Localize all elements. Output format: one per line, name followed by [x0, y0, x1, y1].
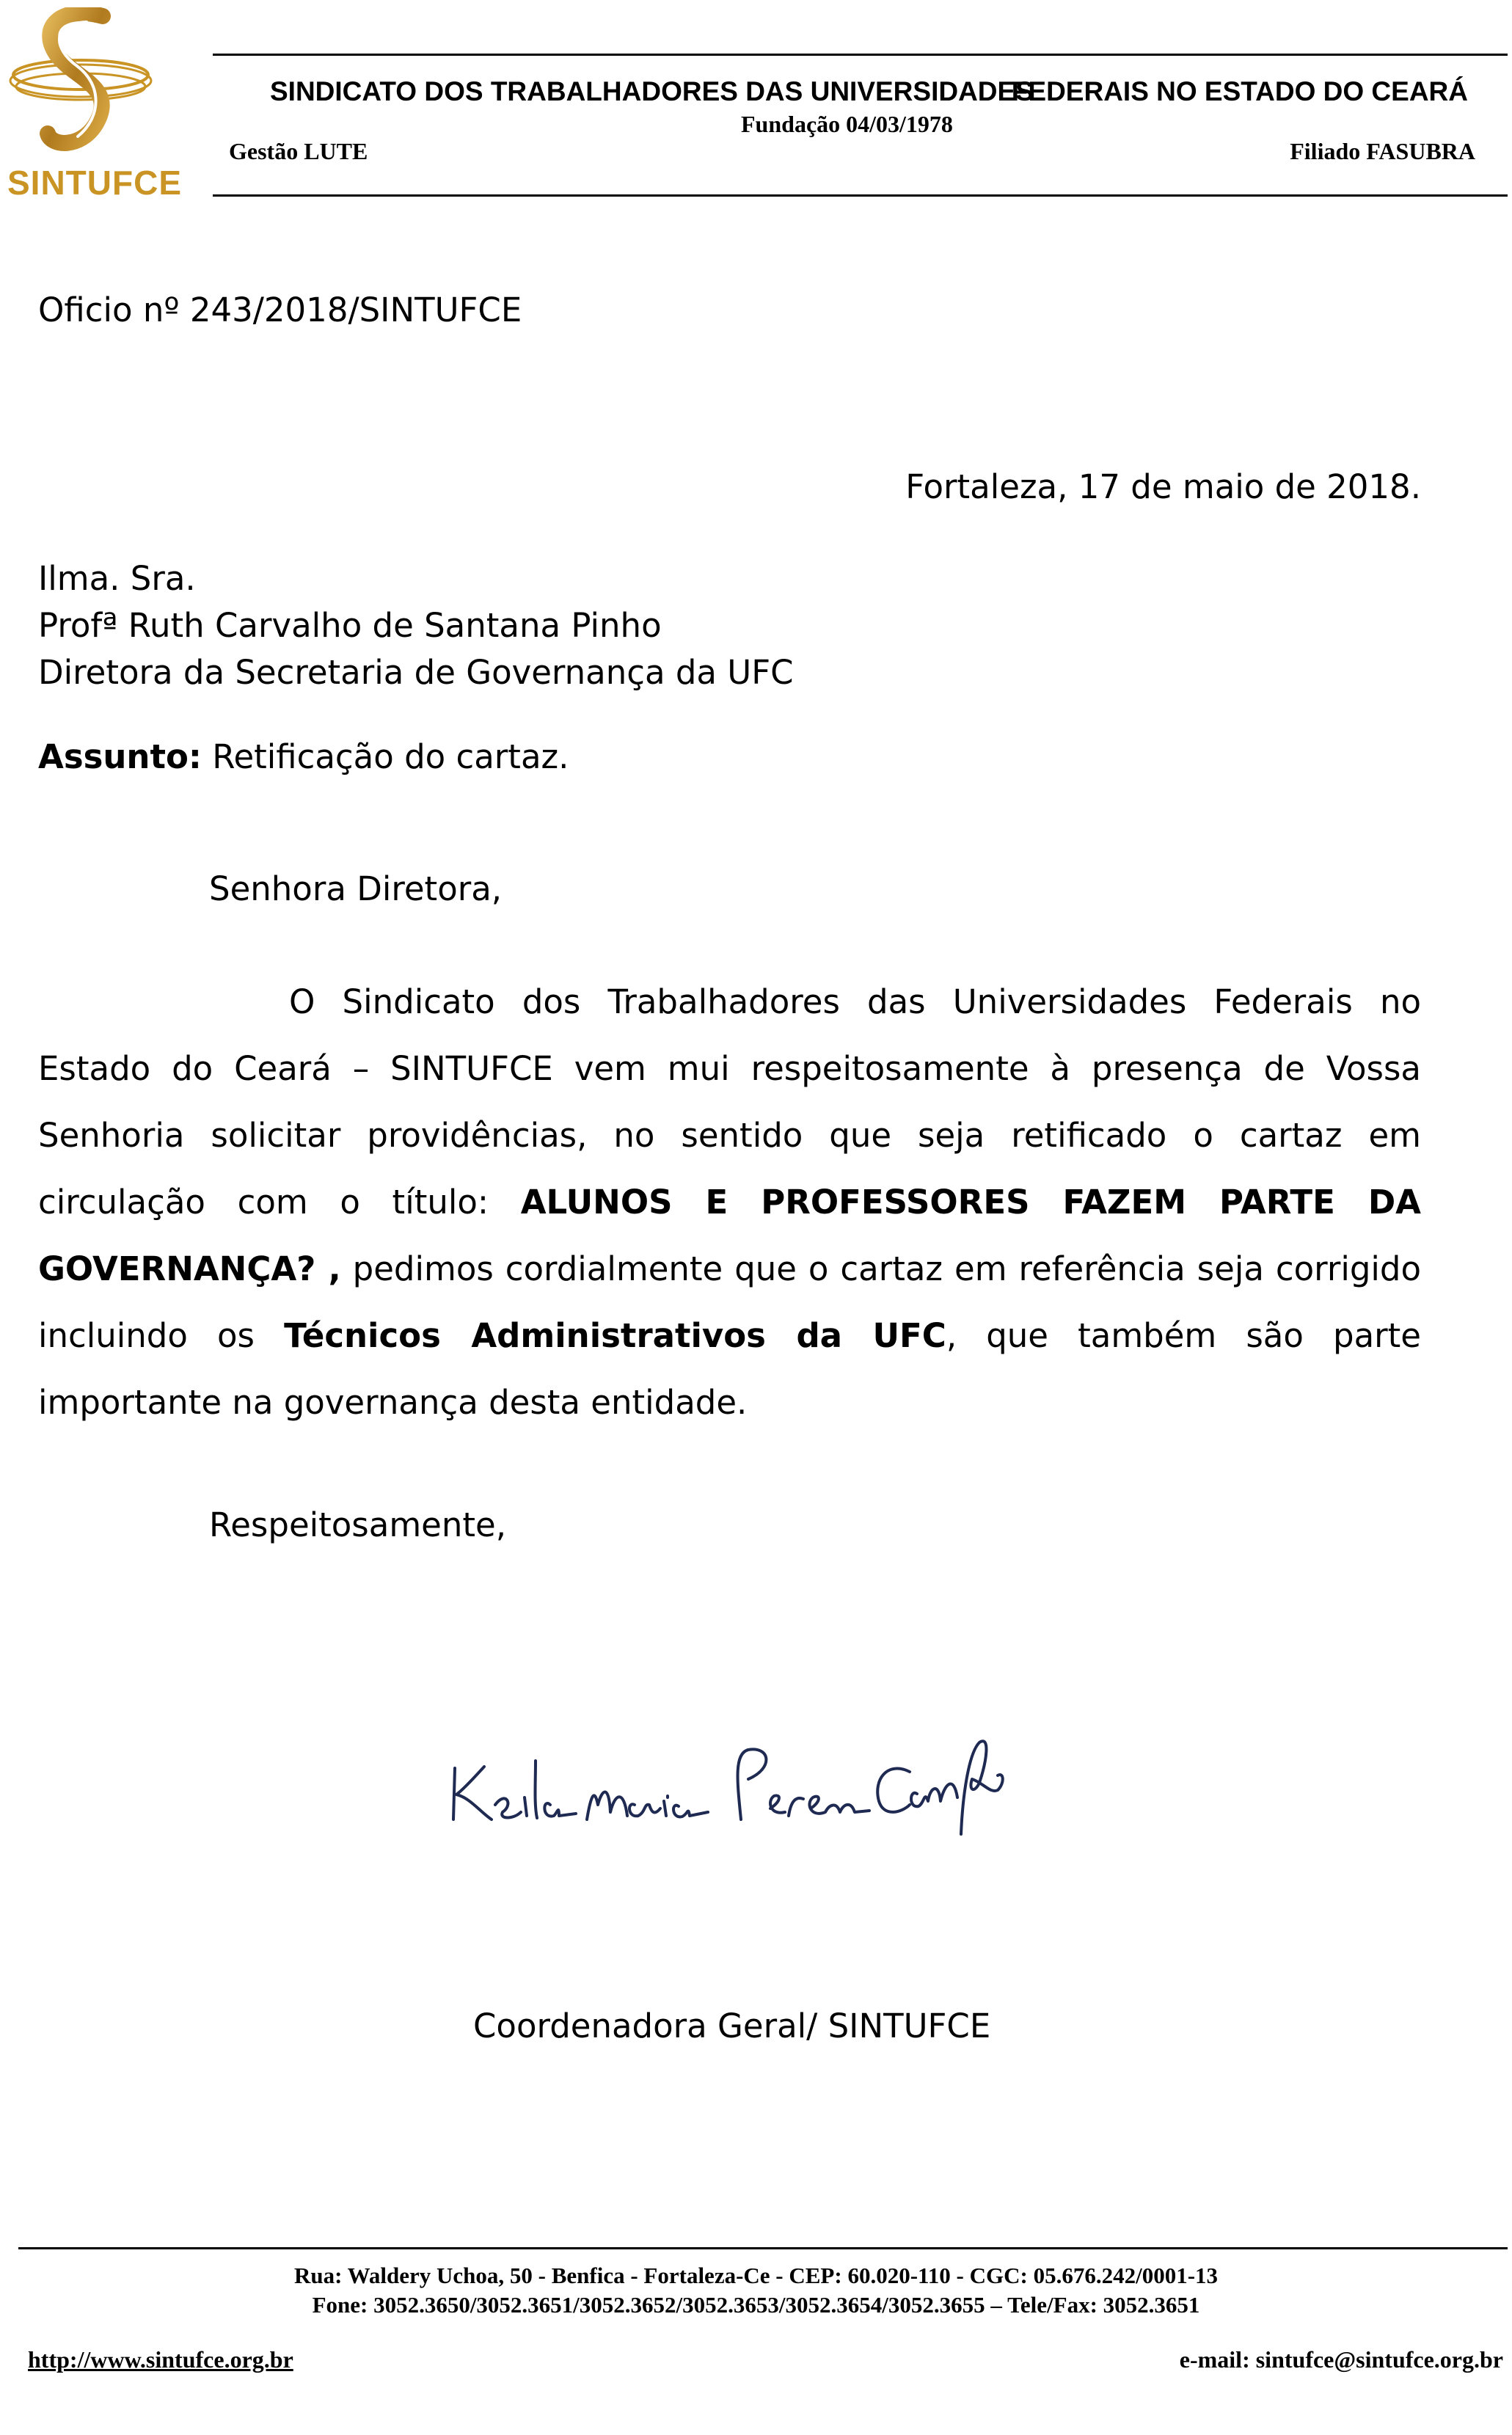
sintufce-logo: [7, 7, 182, 202]
subject-text: Retificação do cartaz.: [201, 737, 569, 776]
footer-rule: [18, 2247, 1508, 2249]
gestao-label: Gestão LUTE: [229, 138, 368, 164]
closing: Respeitosamente,: [209, 1505, 506, 1544]
footer-email: e-mail: sintufce@sintufce.org.br: [1179, 2346, 1503, 2373]
technical-staff-emphasis: Técnicos Administrativos da UFC: [284, 1316, 946, 1355]
handwritten-signature: [440, 1709, 1027, 1841]
poster-title: ALUNOS E PROFESSORES FAZEM PARTE DA GOVERNANÇA? ,: [38, 1183, 1421, 1288]
subject-line: [38, 737, 569, 777]
footer-phones: Fone: 3052.3650/3052.3651/3052.3652/3052.3653/3052.3654/3052.3655 – Tele/Fax: 3052.3651: [312, 2292, 1200, 2318]
paragraph-text-3: , que também são parte importante na governança desta entidade.: [38, 1316, 1421, 1422]
body-paragraph: [38, 968, 1421, 1436]
recipient-salutation: Ilma. Sra.: [38, 559, 196, 598]
union-name-left: SINDICATO DOS TRABALHADORES DAS UNIVERSIDADES: [270, 76, 1034, 106]
recipient-block: [38, 555, 794, 696]
footer-address: Rua: Waldery Uchoa, 50 - Benfica - Fortaleza-Ce - CEP: 60.020-110 - CGC: 05.676.242/0001-13: [293, 2263, 1219, 2288]
website-link[interactable]: http://www.sintufce.org.br: [28, 2346, 293, 2373]
header-top-rule: [213, 54, 1508, 56]
signer-role: Coordenadora Geral/ SINTUFCE: [473, 2007, 991, 2045]
logo-emblem-icon: [7, 7, 158, 161]
subject-label: Assunto:: [38, 737, 202, 776]
foundation-date: Fundação 04/03/1978: [741, 111, 953, 137]
logo-wordmark: SINTUFCE: [7, 164, 182, 202]
header-bottom-rule: [213, 194, 1508, 197]
paragraph-text-2: pedimos cordialmente que o cartaz em referência seja corrigido incluindo os: [38, 1249, 1421, 1355]
recipient-role: Diretora da Secretaria de Governança da UFC: [38, 653, 794, 692]
letter-date: Fortaleza, 17 de maio de 2018.: [905, 467, 1421, 506]
letter-reference: Oficio nº 243/2018/SINTUFCE: [38, 291, 522, 329]
recipient-name: Profª Ruth Carvalho de Santana Pinho: [38, 606, 662, 645]
paragraph-text-1: O Sindicato dos Trabalhadores das Universidades Federais no Estado do Ceará – SINTUFCE vem mui respeitosamente à presença de Vossa Senhoria solicitar providências, no sentido que seja retificado o cartaz em circulação com o título:: [38, 982, 1421, 1222]
filiado-label: Filiado FASUBRA: [1290, 138, 1475, 164]
union-name-right: FEDERAIS NO ESTADO DO CEARÁ: [1011, 76, 1468, 106]
greeting: Senhora Diretora,: [209, 869, 503, 908]
